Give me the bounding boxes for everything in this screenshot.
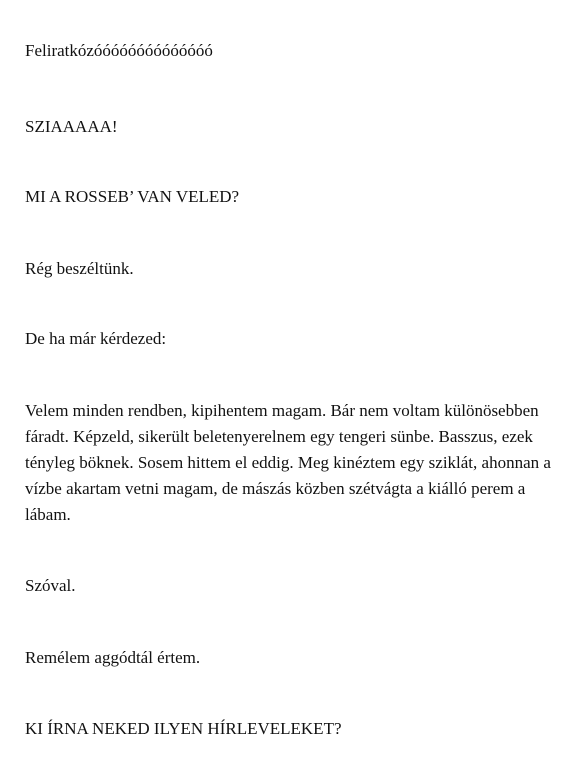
hope-you-worried-line: Remélem aggódtál értem. [25, 648, 201, 667]
question-whats-up: MI A ROSSEB’ VAN VELED? [25, 187, 240, 206]
since-you-ask-line: De ha már kérdezed: [25, 329, 167, 348]
story-paragraph: Velem minden rendben, kipihentem magam. Bár nem voltam különösebben fáradt. Képzeld, sikerült beletenyerelnem egy tengeri sünbe. Basszus, ezek tényleg böknek. Sosem hittem el eddig. Meg kinéztem egy sziklát, ahonnan a vízbe akartam vetni magam, de mászás közben szétvágta a kiálló perem a lábam. [25, 401, 551, 524]
so-line: Szóval. [25, 576, 76, 595]
greeting-hello: SZIAAAAA! [25, 117, 118, 136]
greeting-subscriber: Feliratkózóóóóóóóóóóóóóó [25, 41, 213, 60]
long-time-line: Rég beszéltünk. [25, 259, 134, 278]
closing-question: KI ÍRNA NEKED ILYEN HÍRLEVELEKET? [25, 719, 342, 738]
